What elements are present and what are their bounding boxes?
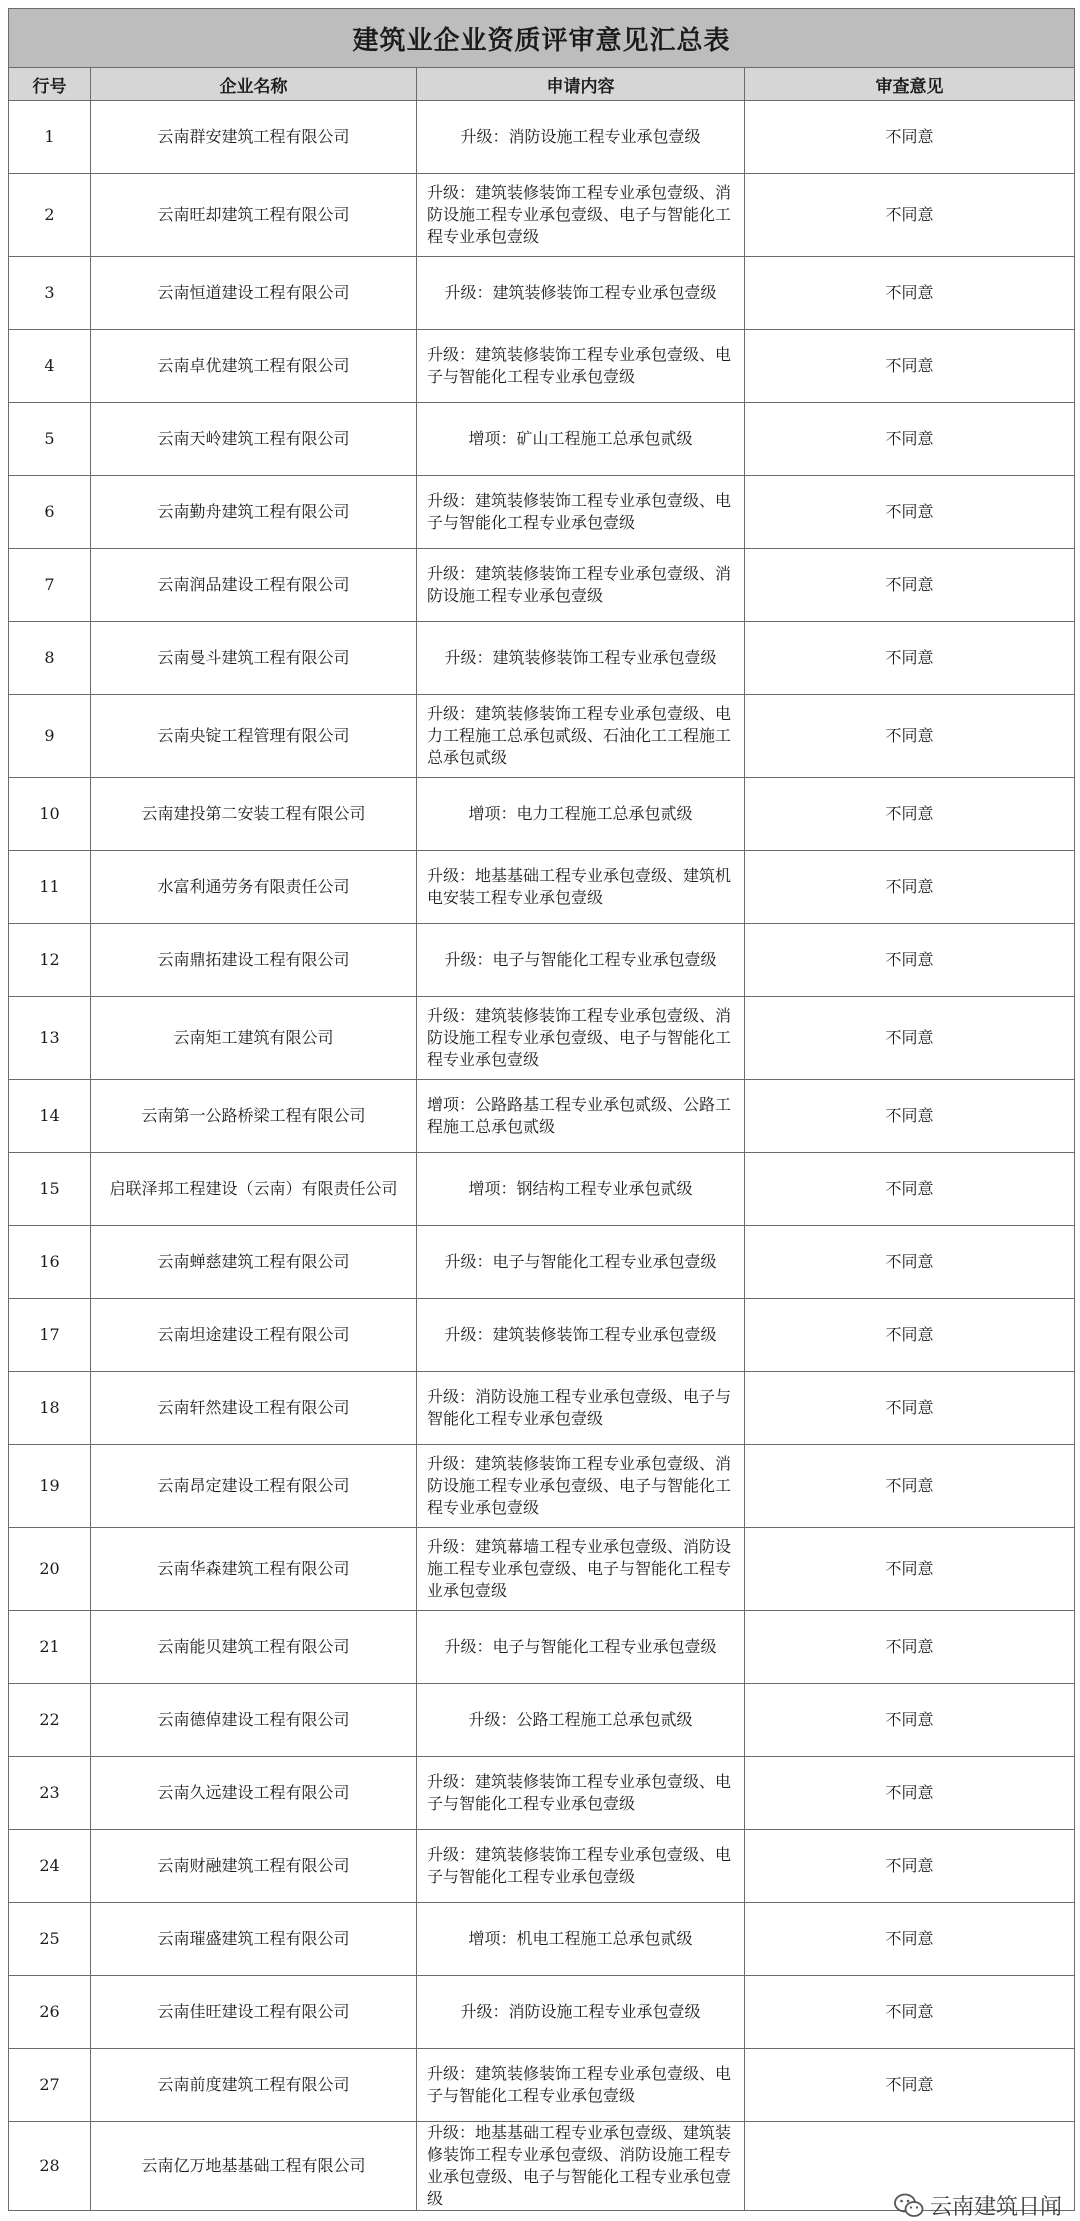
row-number-cell: 22	[9, 1684, 91, 1757]
row-number-cell: 20	[9, 1528, 91, 1611]
row-number-cell: 10	[9, 778, 91, 851]
application-cell	[417, 1830, 745, 1903]
company-name-cell: 云南亿万地基基础工程有限公司	[91, 2122, 417, 2211]
opinion-cell: 不同意	[745, 1299, 1075, 1372]
row-number-cell: 17	[9, 1299, 91, 1372]
table-row	[9, 622, 1075, 695]
table-row	[9, 101, 1075, 174]
table-row	[9, 403, 1075, 476]
row-number-cell: 1	[9, 101, 91, 174]
opinion-cell: 不同意	[745, 851, 1075, 924]
row-number-cell: 21	[9, 1611, 91, 1684]
table-row	[9, 1830, 1075, 1903]
application-text: 升级：建筑装修装饰工程专业承包壹级	[444, 283, 717, 302]
table-row	[9, 476, 1075, 549]
row-number-cell: 28	[9, 2122, 91, 2211]
company-name-cell: 云南勤舟建筑工程有限公司	[91, 476, 417, 549]
table-row	[9, 174, 1075, 257]
application-text: 升级：消防设施工程专业承包壹级	[460, 127, 701, 146]
application-cell	[417, 1445, 745, 1528]
opinion-cell: 不同意	[745, 1080, 1075, 1153]
row-number-cell: 3	[9, 257, 91, 330]
row-number-cell: 8	[9, 622, 91, 695]
application-cell	[417, 101, 745, 174]
opinion-cell: 不同意	[745, 778, 1075, 851]
table-row	[9, 695, 1075, 778]
row-number-cell: 2	[9, 174, 91, 257]
application-cell	[417, 778, 745, 851]
company-name-cell: 云南卓优建筑工程有限公司	[91, 330, 417, 403]
application-text: 增项：公路路基工程专业承包贰级、公路工程施工总承包贰级	[427, 1095, 732, 1136]
application-text: 增项：机电工程施工总承包贰级	[468, 1929, 693, 1948]
company-name-cell: 云南恒道建设工程有限公司	[91, 257, 417, 330]
application-text: 升级：消防设施工程专业承包壹级、电子与智能化工程专业承包壹级	[427, 1387, 732, 1428]
company-name-cell: 云南鼎拓建设工程有限公司	[91, 924, 417, 997]
row-number-cell: 24	[9, 1830, 91, 1903]
opinion-cell: 不同意	[745, 403, 1075, 476]
table-row	[9, 257, 1075, 330]
application-text: 升级：建筑装修装饰工程专业承包壹级、电子与智能化工程专业承包壹级	[427, 345, 732, 386]
table-row	[9, 778, 1075, 851]
row-number-cell: 19	[9, 1445, 91, 1528]
company-name-cell: 云南德倬建设工程有限公司	[91, 1684, 417, 1757]
application-cell	[417, 2049, 745, 2122]
table-row	[9, 1528, 1075, 1611]
application-cell	[417, 1976, 745, 2049]
table-row	[9, 1226, 1075, 1299]
application-text: 增项：电力工程施工总承包贰级	[468, 804, 693, 823]
application-text: 升级：消防设施工程专业承包壹级	[460, 2002, 701, 2021]
opinion-cell: 不同意	[745, 1153, 1075, 1226]
application-text: 升级：建筑幕墙工程专业承包壹级、消防设施工程专业承包壹级、电子与智能化工程专业承包壹级	[427, 1537, 732, 1600]
opinion-cell: 不同意	[745, 997, 1075, 1080]
header-company-name: 企业名称	[91, 68, 417, 101]
application-text: 升级：建筑装修装饰工程专业承包壹级	[444, 648, 717, 667]
application-text: 升级：电子与智能化工程专业承包壹级	[444, 950, 717, 969]
application-cell	[417, 1226, 745, 1299]
table-row	[9, 1757, 1075, 1830]
company-name-cell: 云南天岭建筑工程有限公司	[91, 403, 417, 476]
table-row	[9, 549, 1075, 622]
header-application: 申请内容	[417, 68, 745, 101]
row-number-cell: 27	[9, 2049, 91, 2122]
row-number-cell: 12	[9, 924, 91, 997]
company-name-cell: 云南第一公路桥梁工程有限公司	[91, 1080, 417, 1153]
application-cell	[417, 1903, 745, 1976]
table-row	[9, 1903, 1075, 1976]
application-text: 增项：钢结构工程专业承包贰级	[468, 1179, 693, 1198]
table-title: 建筑业企业资质评审意见汇总表	[9, 9, 1075, 68]
application-text: 升级：电子与智能化工程专业承包壹级	[444, 1252, 717, 1271]
application-cell	[417, 403, 745, 476]
table-row	[9, 330, 1075, 403]
opinion-cell: 不同意	[745, 1757, 1075, 1830]
company-name-cell: 云南蝉慈建筑工程有限公司	[91, 1226, 417, 1299]
application-cell	[417, 174, 745, 257]
application-text: 升级：公路工程施工总承包贰级	[468, 1710, 693, 1729]
application-text: 升级：电子与智能化工程专业承包壹级	[444, 1637, 717, 1656]
review-summary-table	[8, 8, 1075, 2211]
application-cell	[417, 330, 745, 403]
company-name-cell: 云南建投第二安装工程有限公司	[91, 778, 417, 851]
table-row	[9, 997, 1075, 1080]
opinion-cell: 不同意	[745, 2049, 1075, 2122]
opinion-cell: 不同意	[745, 1528, 1075, 1611]
application-text: 升级：建筑装修装饰工程专业承包壹级、消防设施工程专业承包壹级、电子与智能化工程专业承包壹级	[427, 183, 732, 246]
row-number-cell: 7	[9, 549, 91, 622]
row-number-cell: 16	[9, 1226, 91, 1299]
application-text: 升级：建筑装修装饰工程专业承包壹级、电子与智能化工程专业承包壹级	[427, 1845, 732, 1886]
company-name-cell: 云南璀盛建筑工程有限公司	[91, 1903, 417, 1976]
company-name-cell: 云南昂定建设工程有限公司	[91, 1445, 417, 1528]
application-cell	[417, 1299, 745, 1372]
company-name-cell: 云南久远建设工程有限公司	[91, 1757, 417, 1830]
application-cell	[417, 695, 745, 778]
company-name-cell: 水富利通劳务有限责任公司	[91, 851, 417, 924]
company-name-cell: 云南坦途建设工程有限公司	[91, 1299, 417, 1372]
company-name-cell: 云南群安建筑工程有限公司	[91, 101, 417, 174]
row-number-cell: 4	[9, 330, 91, 403]
row-number-cell: 11	[9, 851, 91, 924]
company-name-cell: 云南润品建设工程有限公司	[91, 549, 417, 622]
table-row	[9, 851, 1075, 924]
table-row	[9, 1684, 1075, 1757]
application-text: 升级：建筑装修装饰工程专业承包壹级、消防设施工程专业承包壹级、电子与智能化工程专业承包壹级	[427, 1006, 732, 1069]
table-row	[9, 1976, 1075, 2049]
row-number-cell: 14	[9, 1080, 91, 1153]
company-name-cell: 云南旺却建筑工程有限公司	[91, 174, 417, 257]
row-number-cell: 9	[9, 695, 91, 778]
application-cell	[417, 1757, 745, 1830]
row-number-cell: 5	[9, 403, 91, 476]
application-text: 增项：矿山工程施工总承包贰级	[468, 429, 693, 448]
company-name-cell: 云南央锭工程管理有限公司	[91, 695, 417, 778]
opinion-cell: 不同意	[745, 1976, 1075, 2049]
watermark-text: 云南建筑日闻	[929, 2195, 1062, 2220]
row-number-cell: 23	[9, 1757, 91, 1830]
application-text: 升级：建筑装修装饰工程专业承包壹级、电子与智能化工程专业承包壹级	[427, 2064, 732, 2105]
application-text: 升级：建筑装修装饰工程专业承包壹级	[444, 1325, 717, 1344]
opinion-cell: 不同意	[745, 330, 1075, 403]
watermark	[894, 2190, 1062, 2221]
application-cell	[417, 851, 745, 924]
company-name-cell: 云南佳旺建设工程有限公司	[91, 1976, 417, 2049]
application-cell	[417, 1153, 745, 1226]
application-cell	[417, 924, 745, 997]
table-row	[9, 2049, 1075, 2122]
application-cell	[417, 1528, 745, 1611]
opinion-cell: 不同意	[745, 549, 1075, 622]
company-name-cell: 云南财融建筑工程有限公司	[91, 1830, 417, 1903]
table-row	[9, 1080, 1075, 1153]
table-row	[9, 1372, 1075, 1445]
application-cell	[417, 1684, 745, 1757]
application-cell	[417, 1080, 745, 1153]
opinion-cell: 不同意	[745, 695, 1075, 778]
row-number-cell: 13	[9, 997, 91, 1080]
company-name-cell: 云南华森建筑工程有限公司	[91, 1528, 417, 1611]
opinion-cell: 不同意	[745, 1830, 1075, 1903]
opinion-cell: 不同意	[745, 257, 1075, 330]
company-name-cell: 云南矩工建筑有限公司	[91, 997, 417, 1080]
opinion-cell: 不同意	[745, 476, 1075, 549]
application-cell	[417, 622, 745, 695]
row-number-cell: 26	[9, 1976, 91, 2049]
row-number-cell: 6	[9, 476, 91, 549]
table-row	[9, 1299, 1075, 1372]
application-text: 升级：建筑装修装饰工程专业承包壹级、电子与智能化工程专业承包壹级	[427, 491, 732, 532]
company-name-cell: 云南曼斗建筑工程有限公司	[91, 622, 417, 695]
table-row	[9, 1611, 1075, 1684]
application-cell	[417, 549, 745, 622]
opinion-cell: 不同意	[745, 174, 1075, 257]
application-text: 升级：建筑装修装饰工程专业承包壹级、消防设施工程专业承包壹级、电子与智能化工程专业承包壹级	[427, 1454, 732, 1517]
application-text: 升级：地基基础工程专业承包壹级、建筑机电安装工程专业承包壹级	[427, 866, 732, 907]
opinion-cell: 不同意	[745, 622, 1075, 695]
opinion-cell: 不同意	[745, 1611, 1075, 1684]
application-text: 升级：建筑装修装饰工程专业承包壹级、消防设施工程专业承包壹级	[427, 564, 732, 605]
opinion-cell: 不同意	[745, 1684, 1075, 1757]
wechat-icon	[894, 2193, 924, 2219]
opinion-cell: 不同意	[745, 924, 1075, 997]
opinion-cell: 不同意	[745, 1903, 1075, 1976]
company-name-cell: 云南前度建筑工程有限公司	[91, 2049, 417, 2122]
table-row	[9, 1153, 1075, 1226]
opinion-cell: 不同意	[745, 1445, 1075, 1528]
application-cell	[417, 1372, 745, 1445]
application-text: 升级：建筑装修装饰工程专业承包壹级、电子与智能化工程专业承包壹级	[427, 1772, 732, 1813]
company-name-cell: 云南能贝建筑工程有限公司	[91, 1611, 417, 1684]
company-name-cell: 云南轩然建设工程有限公司	[91, 1372, 417, 1445]
opinion-cell: 不同意	[745, 101, 1075, 174]
header-opinion: 审查意见	[745, 68, 1075, 101]
application-cell	[417, 1611, 745, 1684]
opinion-cell: 不同意	[745, 1226, 1075, 1299]
header-row-number: 行号	[9, 68, 91, 101]
application-text: 升级：地基基础工程专业承包壹级、建筑装修装饰工程专业承包壹级、消防设施工程专业承包壹级、电子与智能化工程专业承包壹级	[427, 2123, 732, 2208]
table-body	[9, 101, 1075, 2211]
application-cell	[417, 2122, 745, 2211]
table-row	[9, 1445, 1075, 1528]
opinion-cell: 不同意	[745, 1372, 1075, 1445]
application-text: 升级：建筑装修装饰工程专业承包壹级、电力工程施工总承包贰级、石油化工工程施工总承包贰级	[427, 704, 732, 767]
application-cell	[417, 997, 745, 1080]
company-name-cell: 启联泽邦工程建设（云南）有限责任公司	[91, 1153, 417, 1226]
row-number-cell: 15	[9, 1153, 91, 1226]
table-row	[9, 924, 1075, 997]
row-number-cell: 18	[9, 1372, 91, 1445]
row-number-cell: 25	[9, 1903, 91, 1976]
application-cell	[417, 476, 745, 549]
application-cell	[417, 257, 745, 330]
